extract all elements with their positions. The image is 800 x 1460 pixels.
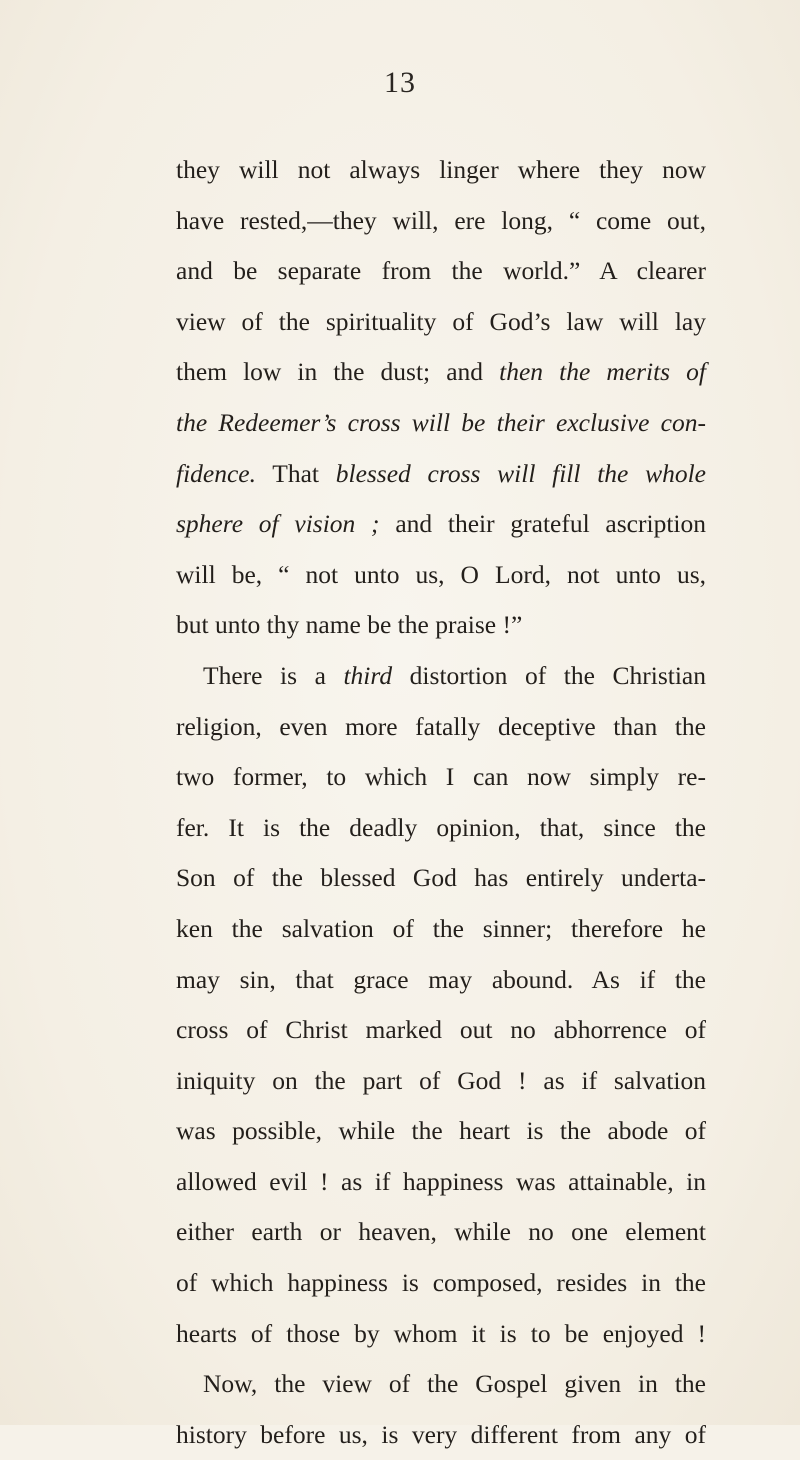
text-segment: distortion of the Christian: [392, 660, 707, 690]
text-line: [176, 1309, 706, 1360]
text-segment: iniquity on the part of God ! as if salvation: [176, 1065, 706, 1095]
text-segment: they will not always linger where they now: [176, 155, 706, 184]
text-segment: will be, “ not unto us, O Lord, not unto us,: [176, 559, 706, 589]
text-segment: religion, even more fatally deceptive than the: [176, 711, 706, 741]
text-segment: of which happiness is composed, resides in the: [176, 1268, 706, 1298]
text-line: [176, 651, 706, 702]
text-segment: allowed evil ! as if happiness was attainable, in: [176, 1166, 706, 1196]
text-line: [176, 1005, 706, 1056]
text-segment: There is a: [203, 660, 344, 690]
italic-text: the Redeemer’s cross will be their exclusive con-: [176, 407, 706, 437]
text-line: [176, 499, 706, 550]
text-segment: may sin, that grace may abound. As if the: [176, 964, 706, 994]
text-line: [176, 1359, 706, 1410]
text-line: [176, 246, 706, 297]
text-line: [176, 145, 706, 196]
text-line: [176, 955, 706, 1006]
text-segment: either earth or heaven, while no one element: [176, 1217, 706, 1247]
italic-text: fidence.: [176, 458, 256, 488]
text-line: [176, 297, 706, 348]
text-line: [176, 1258, 706, 1309]
text-line: [176, 853, 706, 904]
text-segment: fer. It is the deadly opinion, that, since the: [176, 812, 706, 842]
text-line: [176, 1410, 706, 1460]
text-segment: and their grateful ascription: [379, 509, 706, 539]
italic-text: third: [343, 660, 393, 690]
italic-text: then the merits of: [499, 357, 707, 387]
text-line: [176, 449, 706, 500]
text-segment: cross of Christ marked out no abhorrence of: [176, 1015, 706, 1045]
italic-text: sphere of vision ;: [176, 509, 380, 539]
text-segment: view of the spirituality of God’s law will lay: [176, 306, 706, 336]
text-line: [176, 196, 706, 247]
text-segment: hearts of those by whom it is to be enjoyed !: [176, 1318, 706, 1348]
text-line: [176, 904, 706, 955]
italic-text: blessed cross will fill the whole: [335, 458, 706, 488]
text-line: [176, 1207, 706, 1258]
text-line: [176, 1056, 706, 1107]
text-segment: ken the salvation of the sinner; therefore he: [176, 913, 706, 943]
text-segment: have rested,—they will, ere long, “ come out,: [176, 205, 706, 235]
text-line: [176, 550, 706, 601]
page-number: 13: [384, 66, 416, 99]
text-line: [176, 1106, 706, 1157]
text-line: [176, 752, 706, 803]
text-segment: history before us, is very different from any of: [176, 1419, 706, 1449]
text-line: [176, 1157, 706, 1208]
text-segment: and be separate from the world.” A clearer: [176, 256, 706, 286]
text-segment: was possible, while the heart is the abode of: [176, 1116, 706, 1146]
text-line: [176, 398, 706, 449]
text-line: [176, 803, 706, 854]
text-segment: Now, the view of the Gospel given in the: [203, 1369, 706, 1399]
text-segment: two former, to which I can now simply re-: [176, 762, 706, 792]
text-line: [176, 347, 706, 398]
text-line: [176, 600, 706, 651]
text-line: [176, 702, 706, 753]
text-segment: them low in the dust; and: [176, 357, 500, 387]
text-segment: Son of the blessed God has entirely underta-: [176, 863, 706, 893]
text-segment: but unto thy name be the praise !”: [176, 610, 523, 640]
body-text: [176, 145, 706, 1460]
text-segment: That: [256, 458, 336, 488]
